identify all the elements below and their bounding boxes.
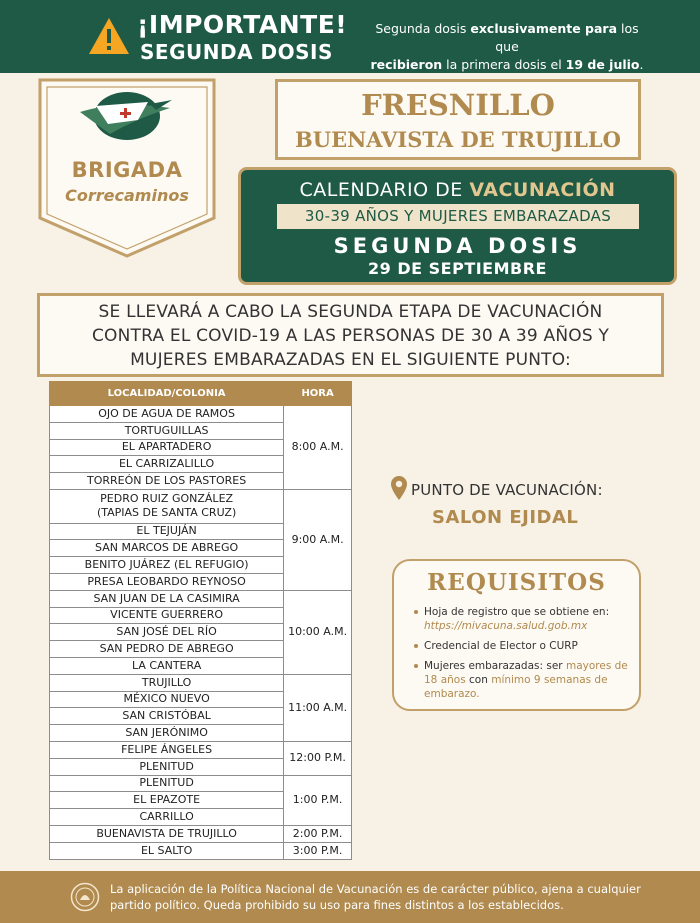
locality-cell: MÉXICO NUEVO bbox=[50, 691, 284, 708]
footer-disclaimer: La aplicación de la Política Nacional de Vacunación es de carácter público, ajena a cualquier partido político. Queda prohibido su uso para fines distintos a los establecidos. bbox=[110, 882, 641, 912]
locality-cell: PLENITUD bbox=[50, 758, 284, 775]
requirements-box bbox=[392, 559, 641, 711]
warning-icon bbox=[88, 16, 130, 56]
locality-cell: EL APARTADERO bbox=[50, 439, 284, 456]
vaccination-point-value: SALON EJIDAL bbox=[432, 507, 579, 528]
table-row bbox=[50, 825, 352, 842]
table-row bbox=[50, 741, 352, 758]
age-group-strip: 30-39 AÑOS Y MUJERES EMBARAZADAS bbox=[277, 204, 639, 229]
locality-cell: EL SALTO bbox=[50, 842, 284, 859]
schedule-table bbox=[49, 381, 352, 860]
locality-cell: PLENITUD bbox=[50, 775, 284, 792]
important-subtitle: SEGUNDA DOSIS bbox=[140, 40, 333, 64]
locality-cell: EL CARRIZALILLO bbox=[50, 456, 284, 473]
locality-cell: EL EPAZOTE bbox=[50, 792, 284, 809]
city-name: FRESNILLO bbox=[361, 88, 555, 122]
time-cell: 12:00 P.M. bbox=[284, 741, 352, 775]
table-row bbox=[50, 406, 352, 423]
locality-cell: SAN JERÓNIMO bbox=[50, 725, 284, 742]
registration-link[interactable]: https://mivacuna.salud.gob.mx bbox=[424, 620, 588, 632]
locality-cell: TRUJILLO bbox=[50, 674, 284, 691]
footer bbox=[0, 871, 700, 923]
locality-cell: EL TEJUJÁN bbox=[50, 523, 284, 540]
vaccination-point-label: PUNTO DE VACUNACIÓN: bbox=[411, 481, 603, 499]
locality-cell: CARRILLO bbox=[50, 809, 284, 826]
statement-line: MUJERES EMBARAZADAS EN EL SIGUIENTE PUNTO: bbox=[130, 350, 571, 370]
time-cell: 8:00 A.M. bbox=[284, 406, 352, 490]
dose-label: SEGUNDA DOSIS bbox=[333, 234, 582, 258]
statement-box bbox=[37, 293, 664, 377]
vaccination-date: 29 DE SEPTIEMBRE bbox=[368, 259, 547, 278]
table-row bbox=[50, 842, 352, 859]
requirement-item: Credencial de Elector o CURP bbox=[414, 639, 636, 653]
locality-cell: PRESA LEOBARDO REYNOSO bbox=[50, 573, 284, 590]
locality-cell: FELIPE ÁNGELES bbox=[50, 741, 284, 758]
table-row bbox=[50, 674, 352, 691]
government-seal-icon bbox=[70, 882, 100, 912]
calendar-box bbox=[238, 167, 677, 285]
statement-line: CONTRA EL COVID-19 A LAS PERSONAS DE 30 A 39 AÑOS Y bbox=[91, 326, 610, 346]
header-hora: HORA bbox=[284, 382, 352, 406]
requirements-list bbox=[414, 605, 636, 707]
locality-cell: OJO DE AGUA DE RAMOS bbox=[50, 406, 284, 423]
time-cell: 1:00 P.M. bbox=[284, 775, 352, 825]
locality-cell: SAN MARCOS DE ABREGO bbox=[50, 540, 284, 557]
requirement-item: Mujeres embarazadas: ser mayores de 18 años con mínimo 9 semanas de embarazo. bbox=[414, 659, 636, 701]
table-header-row bbox=[50, 382, 352, 406]
calendar-title: CALENDARIO DE VACUNACIÓN bbox=[299, 179, 616, 201]
locality-cell: TORTUGUILLAS bbox=[50, 422, 284, 439]
statement-line: SE LLEVARÁ A CABO LA SEGUNDA ETAPA DE VACUNACIÓN bbox=[98, 302, 603, 322]
time-cell: 9:00 A.M. bbox=[284, 489, 352, 590]
table-row bbox=[50, 590, 352, 607]
location-pin-icon bbox=[391, 476, 407, 500]
locality-cell: SAN PEDRO DE ABREGO bbox=[50, 641, 284, 658]
top-banner bbox=[0, 0, 700, 73]
locality-name: BUENAVISTA DE TRUJILLO bbox=[295, 127, 621, 152]
locality-cell: SAN JOSÉ DEL RÍO bbox=[50, 624, 284, 641]
locality-cell: VICENTE GUERRERO bbox=[50, 607, 284, 624]
table-row bbox=[50, 775, 352, 792]
locality-cell: PEDRO RUIZ GONZÁLEZ (TAPIAS DE SANTA CRUZ) bbox=[50, 489, 284, 523]
locality-cell: BENITO JUÁREZ (EL REFUGIO) bbox=[50, 557, 284, 574]
city-box bbox=[275, 79, 641, 160]
locality-cell: BUENAVISTA DE TRUJILLO bbox=[50, 825, 284, 842]
requirements-title: REQUISITOS bbox=[427, 569, 606, 596]
time-cell: 2:00 P.M. bbox=[284, 825, 352, 842]
locality-cell: TORREÓN DE LOS PASTORES bbox=[50, 473, 284, 490]
time-cell: 10:00 A.M. bbox=[284, 590, 352, 674]
important-title: ¡IMPORTANTE! bbox=[137, 10, 348, 39]
requirement-item: Hoja de registro que se obtiene en: https://mivacuna.salud.gob.mx bbox=[414, 605, 636, 633]
locality-cell: LA CANTERA bbox=[50, 657, 284, 674]
banner-note: Segunda dosis exclusivamente para los que recibieron la primera dosis el 19 de julio. bbox=[370, 21, 644, 72]
brigada-title: BRIGADA bbox=[71, 158, 183, 182]
time-cell: 3:00 P.M. bbox=[284, 842, 352, 859]
time-cell: 11:00 A.M. bbox=[284, 674, 352, 741]
locality-cell: SAN JUAN DE LA CASIMIRA bbox=[50, 590, 284, 607]
header-localidad: LOCALIDAD/COLONIA bbox=[50, 382, 284, 406]
locality-cell: SAN CRISTÓBAL bbox=[50, 708, 284, 725]
table-row bbox=[50, 489, 352, 523]
brigada-subtitle: Correcaminos bbox=[65, 186, 189, 205]
